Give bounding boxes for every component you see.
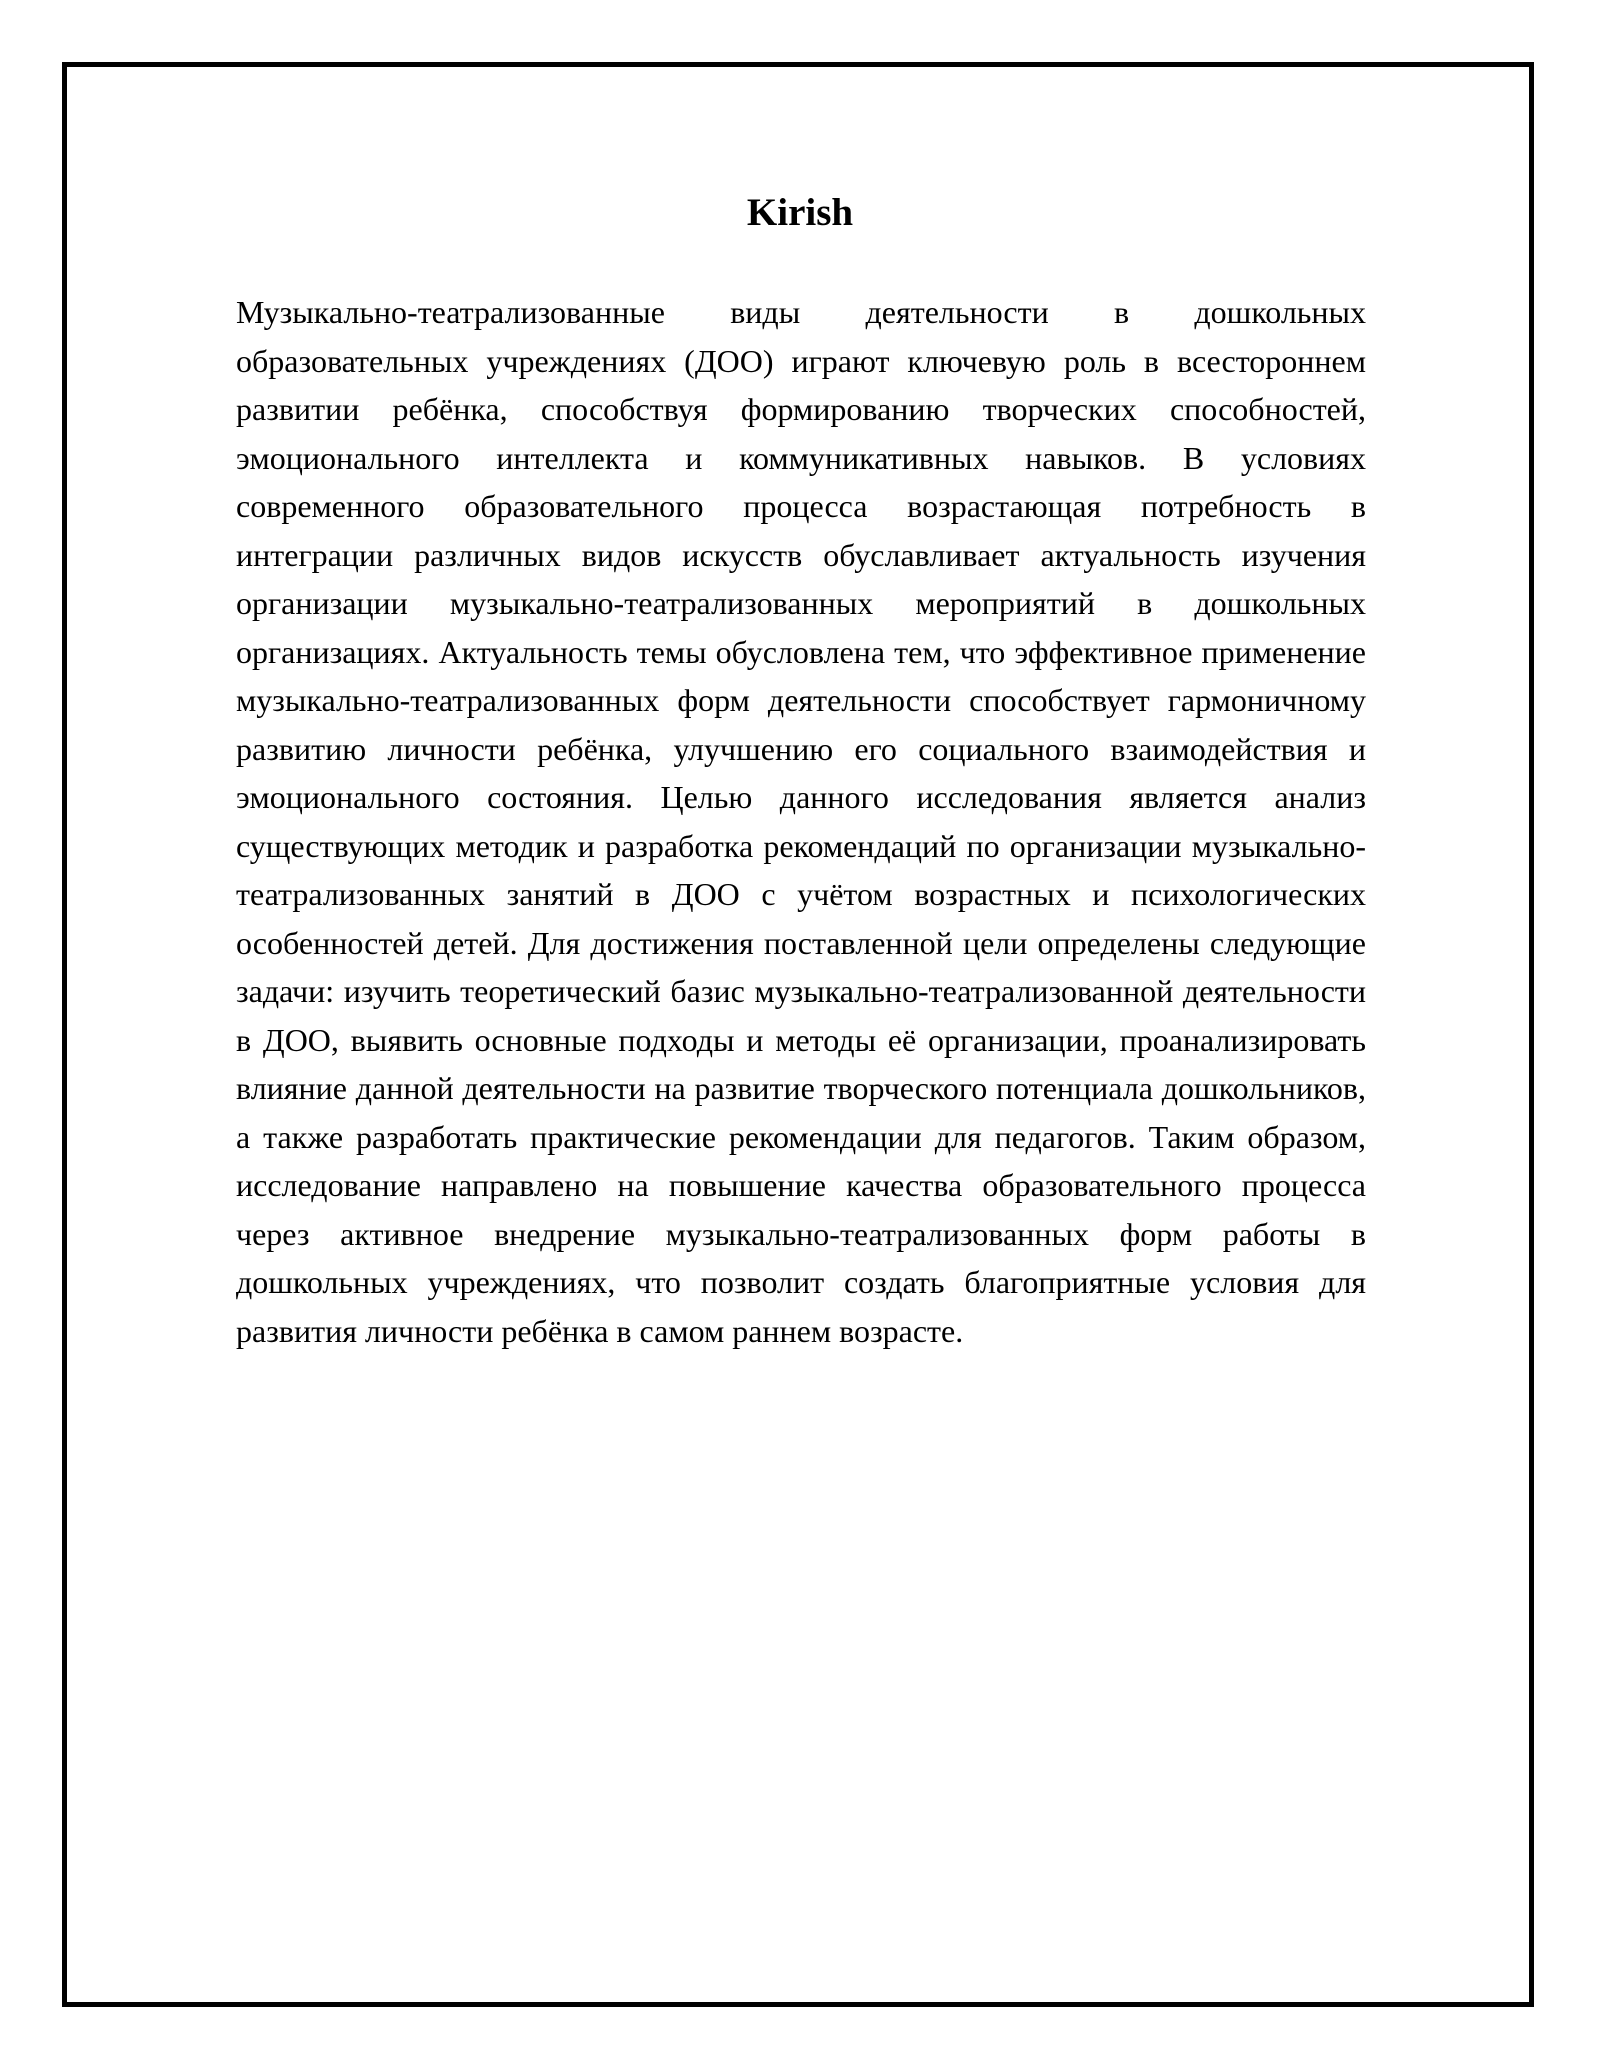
body-paragraph: Музыкально-театрализованные виды деятельности в дошкольных образовательных учреждениях (ДОО) играют ключевую роль в всестороннем развитии ребёнка, способствуя формированию творческих способностей, эмоционального интеллекта и коммуникативных навыков. В условиях современного образовательного процесса возрастающая потребность в интеграции различных видов искусств обуславливает актуальность изучения организации музыкально-театрализованных мероприятий в дошкольных организациях. Актуальность темы обусловлена тем, что эффективное применение музыкально-театрализованных форм деятельности способствует гармоничному развитию личности ребёнка, улучшению его социального взаимодействия и эмоционального состояния. Целью данного исследования является анализ существующих методик и разработка рекомендаций по организации музыкально-театрализованных занятий в ДОО с учётом возрастных и психологических особенностей детей. Для достижения поставленной цели определены следующие задачи: изучить теоретический базис музыкально-театрализованной деятельности в ДОО, выявить основные подходы и методы её организации, проанализировать влияние данной деятельности на развитие творческого потенциала дошкольников, а также разработать практические рекомендации для педагогов. Таким образом, исследование направлено на повышение качества образовательного процесса через активное внедрение музыкально-театрализованных форм работы в дошкольных учреждениях, что позволит создать благоприятные условия для развития личности ребёнка в самом раннем возрасте. [236, 294, 1366, 1349]
page-title: Kirish [746, 191, 854, 234]
